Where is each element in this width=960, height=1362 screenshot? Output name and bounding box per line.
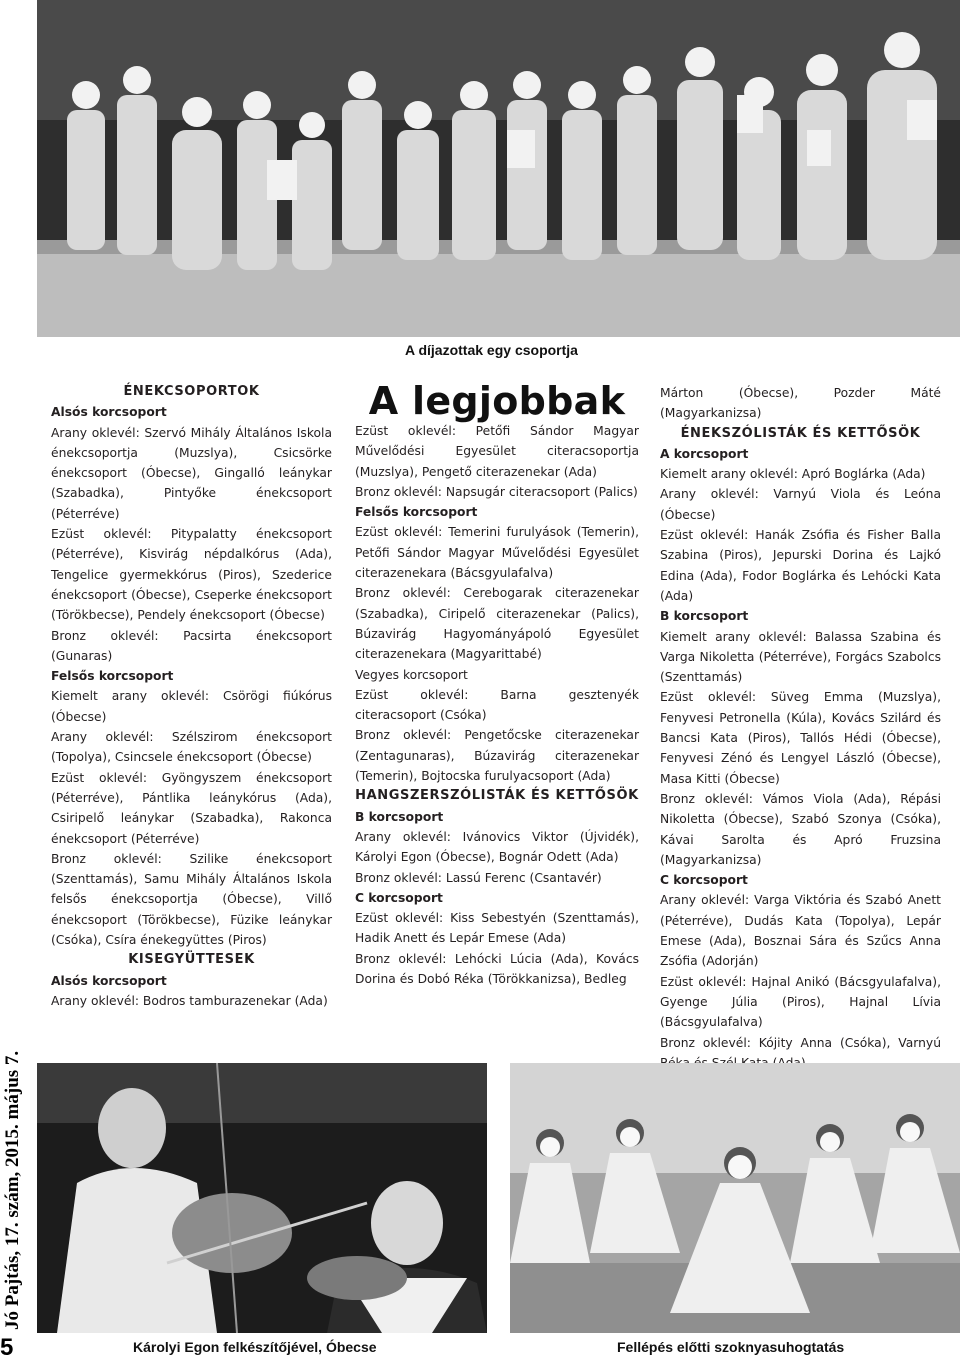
group-photo (37, 0, 960, 337)
subheading-c-korcsoport: C korcsoport (355, 890, 443, 905)
paragraph: Ezüst oklevél: Kiss Sebestyén (Szenttamás), Hadik Anett és Lepár Emese (Ada) (355, 911, 639, 946)
subheading-c-korcsoport: C korcsoport (660, 873, 748, 888)
section-heading-hangszerszolistak: HANGSZERSZÓLISTÁK ÉS KETTŐSÖK (355, 788, 639, 804)
paragraph: Arany oklevél: Varga Viktória és Szabó Anett (Péterréve), Dudás Kata (Topolya), Lepár Emese (Ada), Bosznai Sára és Szűcs Anna Zsófia (Adorján) (660, 893, 941, 969)
section-heading-kisegyuttesek: KISEGYÜTTESEK (128, 952, 255, 968)
paragraph: Ezüst oklevél: Süveg Emma (Muzslya), Fenyvesi Petronella (Kúla), Kovács Szilárd és Bancsi Kata (Piros), Tallós Hédi (Óbecse), Fenyvesi Zénó és Lengyel László (Óbecse), Masa Kitti (Óbecse) (660, 690, 941, 786)
paragraph: Bronz oklevél: Vámos Viola (Ada), Répási Nikoletta (Óbecse), Szabó Szonya (Csóka), Kávai Sarolta és Apró Fruzsina (Magyarkanizsa) (660, 791, 941, 867)
section-heading-enekcsoportok: ÉNEKCSOPORTOK (123, 384, 260, 399)
paragraph: Ezüst oklevél: Hajnal Anikó (Bácsgyulafalva), Gyenge Júlia (Piros), Hajnal Lívia (Bácsgyulafalva) (660, 974, 941, 1030)
paragraph: Bronz oklevél: Szilike énekcsoport (Szenttamás), Samu Mihály Általános Iskola felsős énekcsoportja (Óbecse), Villő énekcsoport (Törökbecse), Füzike leánykar (Csóka), Csíra énekegyüttes (Piros) (51, 851, 332, 948)
paragraph: Ezüst oklevél: Gyöngyszem énekcsoport (Péterréve), Pántlika leánykórus (Ada), Csiripelő leánykar (Szabadka), Rakonca énekcsoport (Péterréve) (51, 770, 332, 846)
subheading-b-korcsoport: B korcsoport (355, 809, 444, 824)
column-3 (660, 383, 941, 1073)
left-photo-caption: Károlyi Egon felkészítőjével, Óbecse (133, 1339, 377, 1355)
column-2 (355, 381, 639, 989)
paragraph: Arany oklevél: Varnyú Viola és Leóna (Óbecse) (660, 487, 941, 522)
subheading-a-korcsoport: A korcsoport (660, 446, 749, 461)
right-photo-caption: Fellépés előtti szoknyasuhogtatás (617, 1339, 845, 1355)
subheading-b-korcsoport: B korcsoport (660, 609, 749, 624)
subheading-felsos: Felsős korcsoport (51, 669, 174, 684)
paragraph: Márton (Óbecse), Pozder Máté (Magyarkanizsa) (660, 386, 941, 421)
paragraph: Kiemelt arany oklevél: Balassa Szabina és Varga Nikoletta (Péterréve), Forgács Szabolcs (Szenttamás) (660, 629, 941, 685)
paragraph: Kiemelt arany oklevél: Csörögi fiúkórus (Óbecse) (51, 689, 332, 724)
paragraph: Ezüst oklevél: Temerini furulyások (Temerin), Petőfi Sándor Magyar Művelődési Egyesület citerazenekara (Bácsgyulafalva) (355, 525, 639, 581)
paragraph: Arany oklevél: Ivánovics Viktor (Újvidék), Károlyi Egon (Óbecse), Bognár Odett (Ada) (355, 829, 639, 865)
page-number: 5 (0, 1334, 14, 1361)
paragraph: Bronz oklevél: Napsugár citeracsoport (Palics) (355, 484, 638, 499)
paragraph: Bronz oklevél: Lehócki Lúcia (Ada), Kovács Dorina és Dobó Réka (Törökkanizsa), Bedleg (355, 951, 639, 987)
paragraph: Ezüst oklevél: Pitypalatty énekcsoport (Péterréve), Kisvirág népdalkórus (Ada), Tengelice gyermekkórus (Piros), Szederice énekcsoport (Óbecse), Cseperke énekcsoport (Törökbecse), Pendely énekcsoport (Óbecse) (51, 527, 332, 623)
paragraph: Arany oklevél: Szélszirom énekcsoport (Topolya), Csincsele énekcsoport (Óbecse) (51, 730, 332, 765)
paragraph: Bronz oklevél: Cerebogarak citerazenekar (Szabadka), Ciripelő citerazenekar (Palics), Búzavirág Hagyományápoló Egyesület citerazenekara (Magyarittabé) (355, 586, 639, 662)
paragraph: Ezüst oklevél: Petőfi Sándor Magyar Művelődési Egyesület citeracsoportja (Muzslya), Pengető citerazenekar (Ada) (355, 424, 639, 479)
paragraph: Bronz oklevél: Pacsirta énekcsoport (Gunaras) (51, 628, 332, 663)
subheading-felsos: Felsős korcsoport (355, 505, 478, 520)
article-title: A legjobbak (368, 379, 626, 423)
paragraph: Vegyes korcsoport (355, 667, 468, 682)
section-heading-enekszolistak: ÉNEKSZÓLISTÁK ÉS KETTŐSÖK (680, 425, 921, 441)
subheading-alsos-2: Alsós korcsoport (51, 973, 167, 988)
column-1 (51, 382, 332, 1011)
paragraph: Bronz oklevél: Kójity Anna (Csóka), Varnyú (660, 1035, 941, 1050)
paragraph: Arany oklevél: Szervó Mihály Általános Iskola énekcsoportja (Muzslya), Csicsörke énekcsoport (Óbecse), Gingalló leánykar (Szabadka), Pintyőke énekcsoport (Péterréve) (51, 425, 332, 521)
masthead: Jó Pajtás, 17. szám, 2015. május 7. (2, 1050, 23, 1330)
paragraph: Bronz oklevél: Lassú Ferenc (Csantavér) (355, 870, 602, 885)
violinists-photo (37, 1063, 487, 1333)
paragraph: Bronz oklevél: Pengetőcske citerazenekar (Zentagunaras), Búzavirág citerazenekar (Temerin), Bojtocska furulyacsoport (Ada) (355, 728, 639, 784)
paragraph: Arany oklevél: Bodros tamburazenekar (Ada) (51, 993, 328, 1008)
top-photo-caption: A díjazottak egy csoportja (405, 342, 578, 358)
paragraph: Ezüst oklevél: Hanák Zsófia és Fisher Balla Szabina (Piros), Jepurski Dorina és Lajkó Edina (Ada), Fodor Boglárka és Lehócki Kata (Ada) (660, 528, 941, 603)
paragraph: Kiemelt arany oklevél: Apró Boglárka (Ada) (660, 467, 926, 482)
paragraph: Ezüst oklevél: Barna gesztenyék citeracsoport (Csóka) (355, 687, 639, 723)
dancers-photo (510, 1063, 960, 1333)
subheading-alsos-1: Alsós korcsoport (51, 405, 167, 420)
